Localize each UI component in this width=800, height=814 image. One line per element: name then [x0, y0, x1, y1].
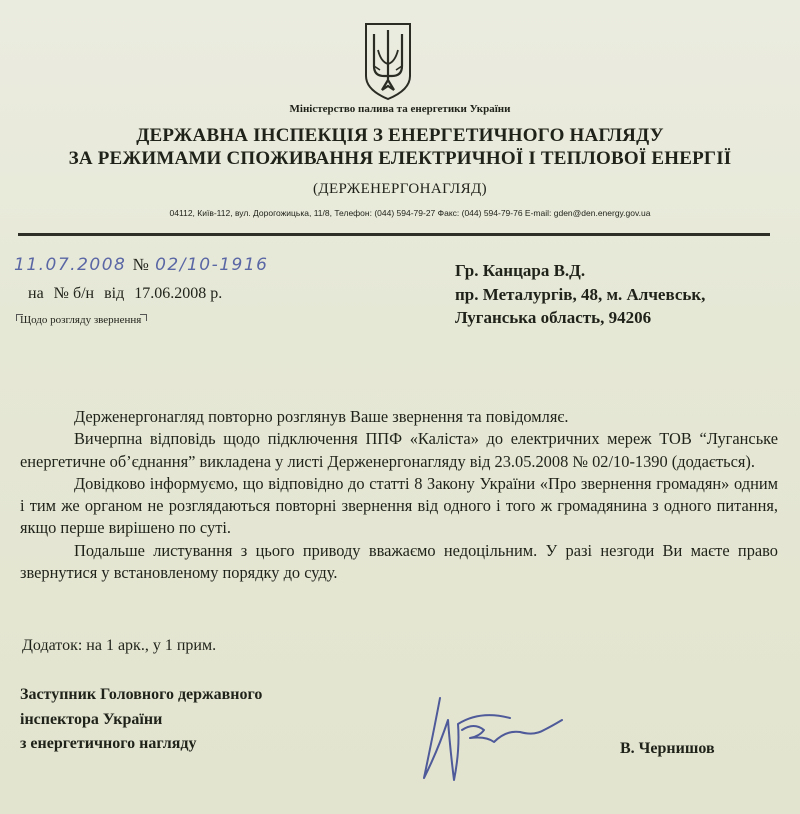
letter-body [20, 406, 778, 584]
signer-name: В. Чернишов [620, 740, 715, 757]
reply-to-date: 17.06.2008 р. [134, 285, 223, 302]
header-divider [18, 233, 770, 236]
signer-title-line2: інспектора України [20, 710, 163, 728]
attachment-note: Додаток: на 1 арк., у 1 прим. [22, 637, 217, 654]
subject-text: Щодо розгляду звернення [20, 314, 142, 326]
agency-title-line2: ЗА РЕЖИМАМИ СПОЖИВАННЯ ЕЛЕКТРИЧНОЇ І ТЕПЛОВОЇ ЕНЕРГІЇ [68, 148, 732, 169]
paragraph-3: Довідково інформуємо, що відповідно до статті 8 Закону України «Про звернення громадян» одним і тим же органом не розглядаються повторні звернення від одного і того ж громадянина з одного питання, якщо перше вирішено по суті. [20, 473, 778, 538]
recipient-block [455, 259, 705, 330]
agency-contacts: 04112, Київ-112, вул. Дорогожицька, 11/8, Телефон: (044) 594-79-27 Факс: (044) 594-79-76 E-mail: gden@den.energy.gov.ua [169, 208, 651, 218]
agency-title-line1: ДЕРЖАВНА ІНСПЕКЦІЯ З ЕНЕРГЕТИЧНОГО НАГЛЯДУ [136, 125, 664, 146]
number-sign: № [132, 255, 149, 274]
trident-emblem-icon [362, 20, 414, 102]
reply-reference [28, 285, 228, 303]
registration-line [14, 255, 268, 275]
signer-title [20, 683, 262, 757]
handwritten-signature-icon [410, 690, 570, 786]
recipient-name: Гр. Канцара В.Д. [455, 261, 586, 280]
signer-title-line1: Заступник Головного державного [20, 686, 263, 703]
registration-date: 11.07.2008 [14, 255, 127, 275]
reply-to-label: на [28, 285, 44, 302]
paragraph-1: Держенергонагляд повторно розглянув Ваше звернення та повідомляє. [74, 407, 569, 426]
reply-to-number: № б/н [53, 285, 95, 302]
paragraph-2: Вичерпна відповідь щодо підключення ППФ «Каліста» до електричних мереж ТОВ “Луганське енергетичне об’єднання” викладена у листі Держенергонагляду від 23.05.2008 № 02/10-1390 (додається). [20, 429, 778, 471]
recipient-street: пр. Металургів, 48, м. Алчевськ, [455, 284, 706, 304]
reply-to-date-label: від [104, 285, 125, 302]
recipient-region: Луганська область, 94206 [455, 308, 652, 327]
ministry-name: Міністерство палива та енергетики України [289, 103, 511, 115]
registration-number: 02/10-1916 [155, 255, 269, 275]
paragraph-4: Подальше листування з цього приводу вважаємо недоцільним. У разі незгоди Ви маєте право звернутися у встановленому порядку до суду. [20, 540, 778, 583]
subject-line [20, 314, 141, 326]
signer-title-line3: з енергетичного нагляду [20, 735, 197, 752]
agency-abbreviation: (ДЕРЖЕНЕРГОНАГЛЯД) [312, 181, 488, 197]
